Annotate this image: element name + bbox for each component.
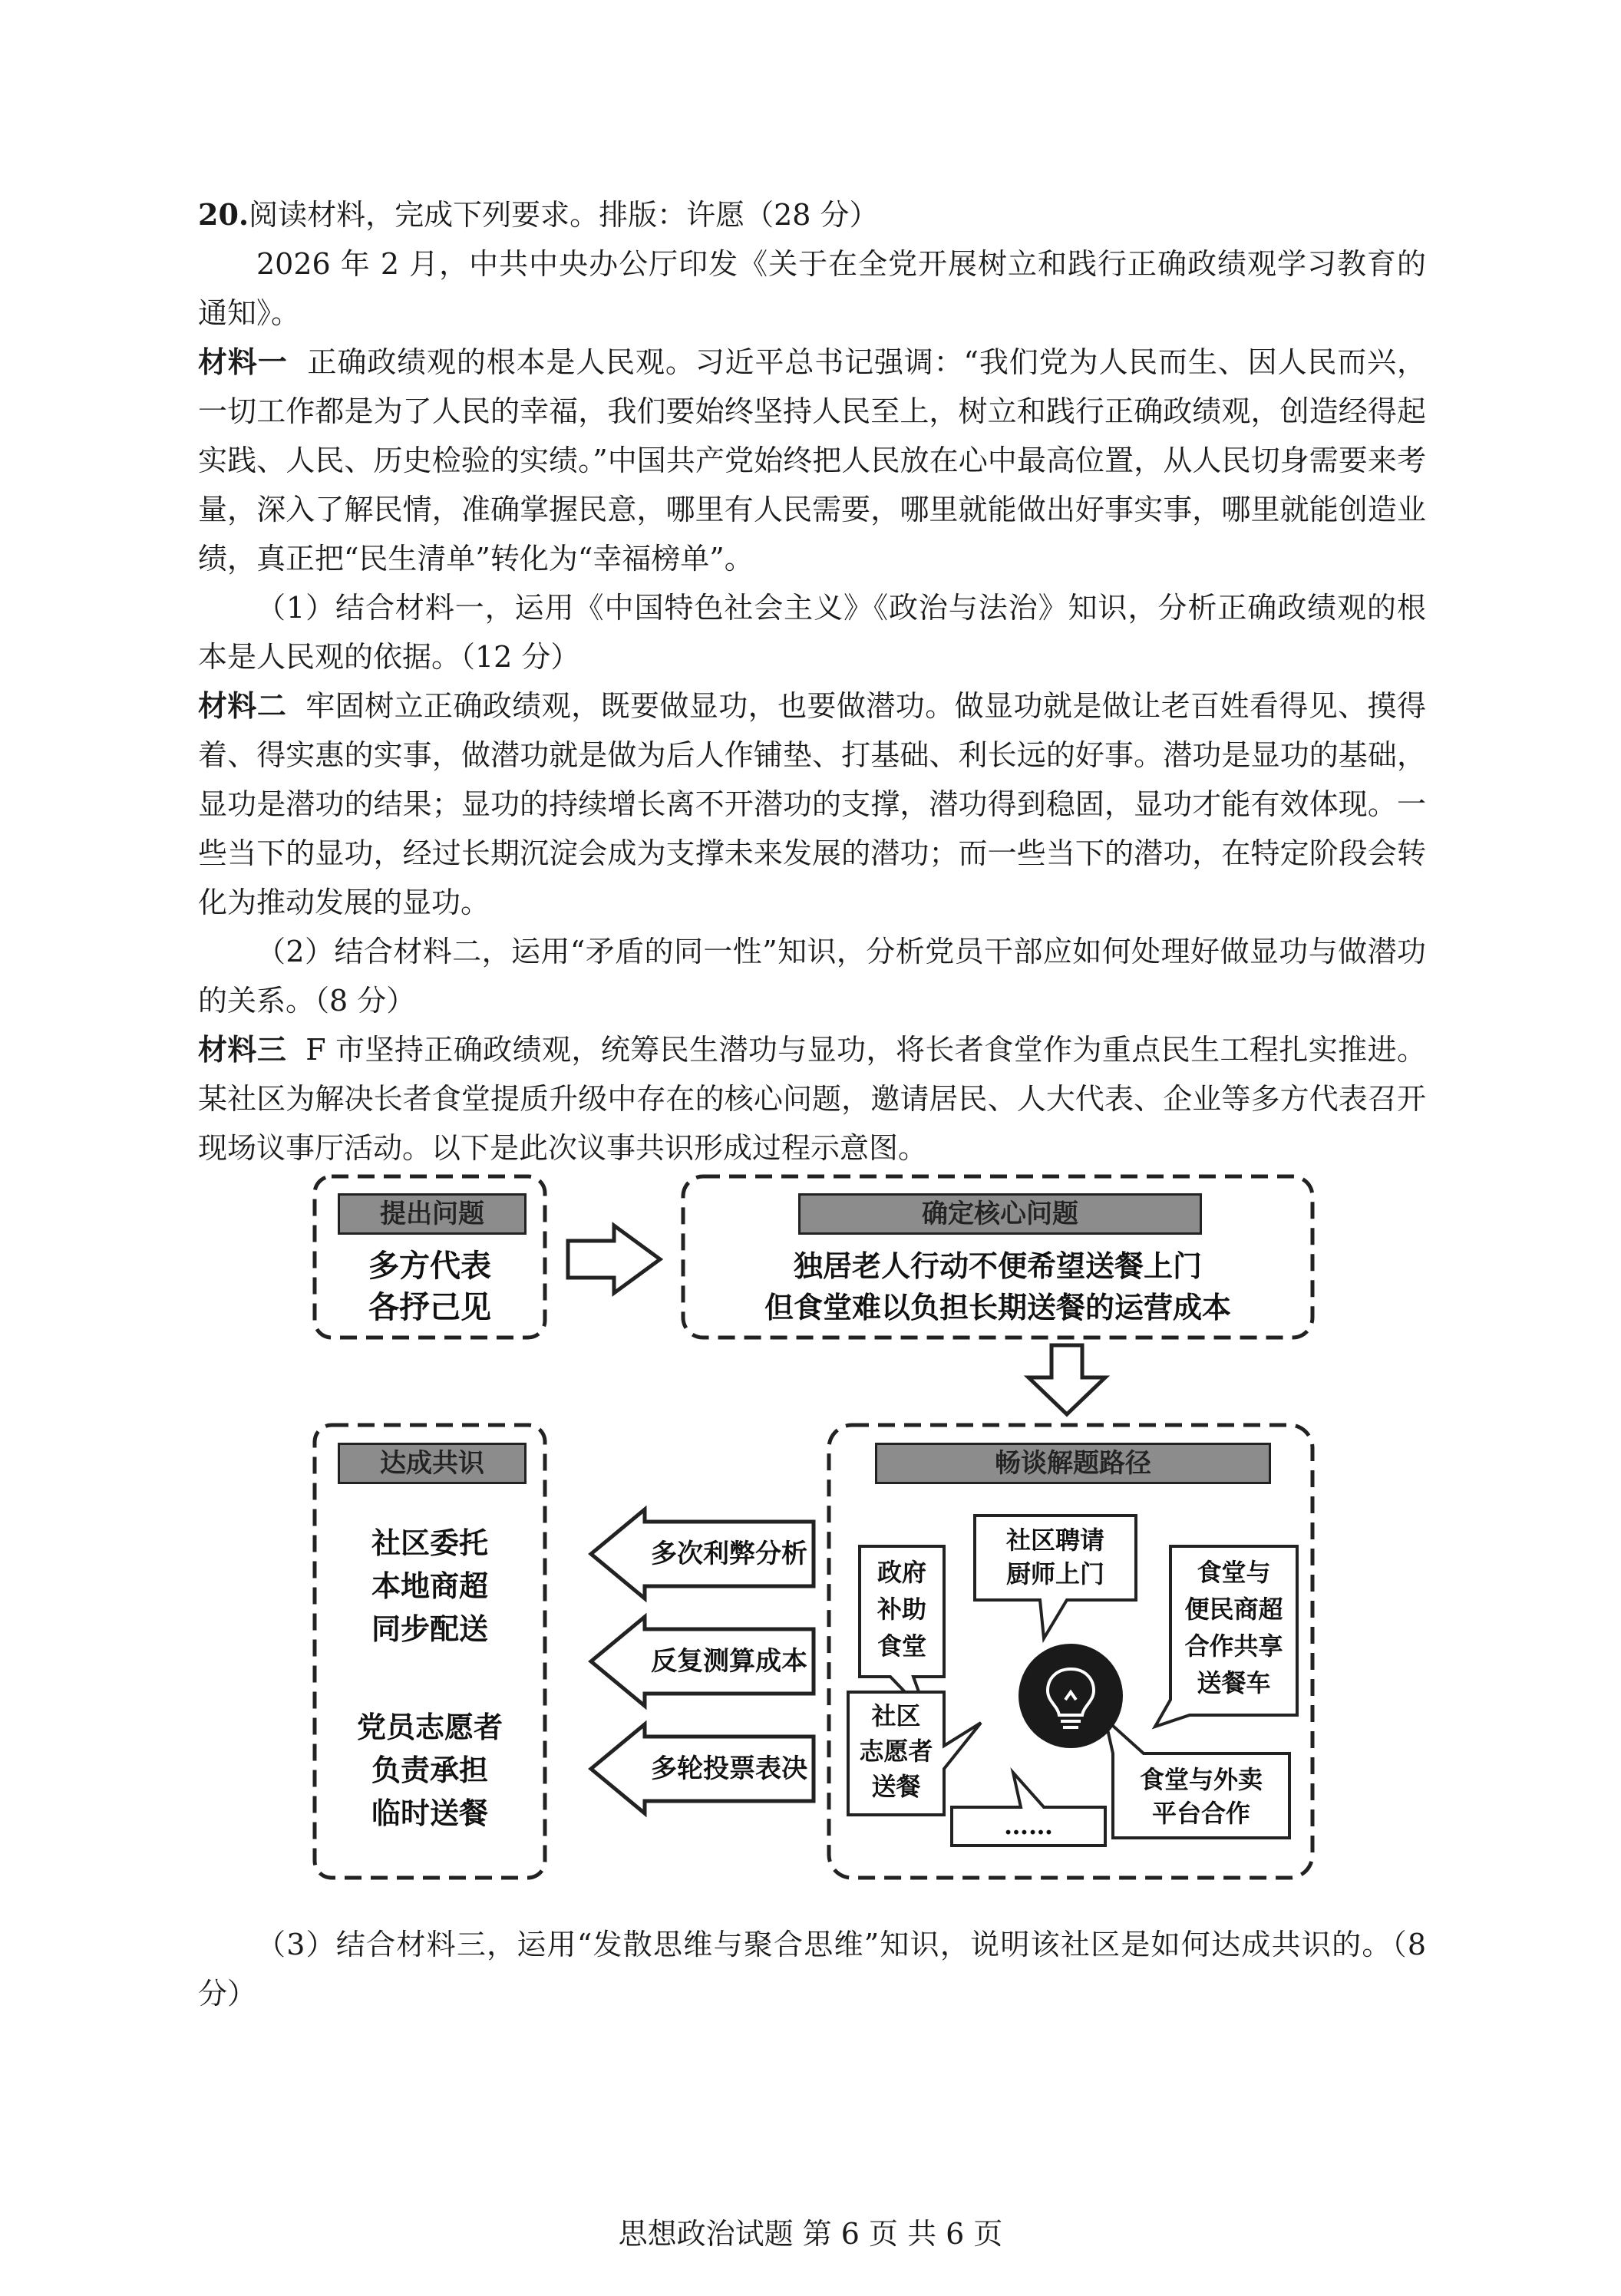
bubble-takeout-platform: 食堂与外卖 平台合作 <box>1139 1765 1263 1828</box>
material-one-text: 正确政绩观的根本是人民观。习近平总书记强调：“我们党为人民而生、因人民而兴，一切工作都是为了人民的幸福，我们要始终坚持人民至上，树立和践行正确政绩观，创造经得起实践、人民、历史检验的实绩。”中国共产党始终把人民放在心中最高位置，从人民切身需要来考量，深入了解民情，准确掌握民意，哪里有人民需要，哪里就能做出好事实事，哪里就能创造业绩，真正把“民生清单”转化为“幸福榜单”。 <box>198 345 1426 576</box>
arrow-down <box>1028 1345 1105 1414</box>
box2-header: 确定核心问题 <box>798 1193 1202 1235</box>
question-text <box>198 190 1426 1173</box>
question-3-block <box>198 1920 1426 2018</box>
sub-question-1: （1）结合材料一，运用《中国特色社会主义》《政治与法治》知识，分析正确政绩观的根本是人民观的依据。（12 分） <box>198 591 1426 674</box>
bubble-volunteer-delivery: 社区 志愿者 送餐 <box>859 1701 933 1801</box>
page-footer: 思想政治试题 第 6 页 共 6 页 <box>618 2217 1003 2251</box>
material-two-text: 牢固树立正确政绩观，既要做显功，也要做潜功。做显功就是做让老百姓看得见、摸得着、得实惠的实事，做潜功就是做为后人作铺垫、打基础、利长远的好事。潜功是显功的基础，显功是潜功的结果；显功的持续增长离不开潜功的支撑，潜功得到稳固，显功才能有效体现。一些当下的显功，经过长期沉淀会成为支撑未来发展的潜功；而一些当下的潜功，在特定阶段会转化为推动发展的显功。 <box>198 689 1426 919</box>
material-three <box>198 1025 1426 1173</box>
material-one-label: 材料一 <box>198 345 288 379</box>
box3-text-2: 党员志愿者 负责承担 临时送餐 <box>356 1710 503 1830</box>
box1-text: 多方代表 各抒己见 <box>368 1248 491 1325</box>
lightbulb-circle <box>1018 1644 1123 1748</box>
material-one <box>198 338 1426 583</box>
box4-header: 畅谈解题路径 <box>875 1443 1271 1484</box>
bubble-share-delivery-car: 食堂与 便民商超 合作共享 送餐车 <box>1184 1558 1283 1697</box>
box3-text-1: 社区委托 本地商超 同步配送 <box>371 1526 488 1646</box>
material-three-label: 材料三 <box>198 1032 287 1067</box>
intro-paragraph: 2026 年 2 月，中共中央办公厅印发《关于在全党开展树立和践行正确政绩观学习教育的通知》。 <box>198 247 1426 330</box>
question-heading <box>198 190 1426 239</box>
material-three-text: F 市坚持正确政绩观，统筹民生潜功与显功，将长者食堂作为重点民生工程扎实推进。某社区为解决长者食堂提质升级中存在的核心问题，邀请居民、人大代表、企业等多方代表召开现场议事厅活动。以下是此次议事共识形成过程示意图。 <box>198 1033 1426 1165</box>
box2-text: 独居老人行动不便希望送餐上门 但食堂难以负担长期送餐的运营成本 <box>764 1249 1231 1324</box>
question-number: 20. <box>198 197 249 232</box>
box1-header: 提出问题 <box>338 1193 527 1235</box>
box3-header: 达成共识 <box>338 1443 527 1484</box>
bubble-hire-chef: 社区聘请 厨师上门 <box>1005 1526 1104 1588</box>
arrow2-label: 反复测算成本 <box>651 1646 807 1677</box>
arrow3-label: 多轮投票表决 <box>651 1753 807 1784</box>
consensus-process-diagram <box>307 1155 1320 1892</box>
sub-question-3: （3）结合材料三，运用“发散思维与聚合思维”知识，说明该社区是如何达成共识的。（8 分） <box>198 1928 1426 2011</box>
arrow-right <box>568 1226 660 1293</box>
bubble-government-subsidy: 政府 补助 食堂 <box>877 1558 926 1661</box>
arrow1-label: 多次利弊分析 <box>651 1539 807 1569</box>
question-instruction: 阅读材料，完成下列要求。排版：许愿（28 分） <box>249 198 879 232</box>
material-two <box>198 681 1426 927</box>
sub-question-2: （2）结合材料二，运用“矛盾的同一性”知识，分析党员干部应如何处理好做显功与做潜功的关系。（8 分） <box>198 935 1426 1018</box>
bubble-ellipsis: …… <box>1004 1811 1053 1840</box>
material-two-label: 材料二 <box>198 688 287 723</box>
